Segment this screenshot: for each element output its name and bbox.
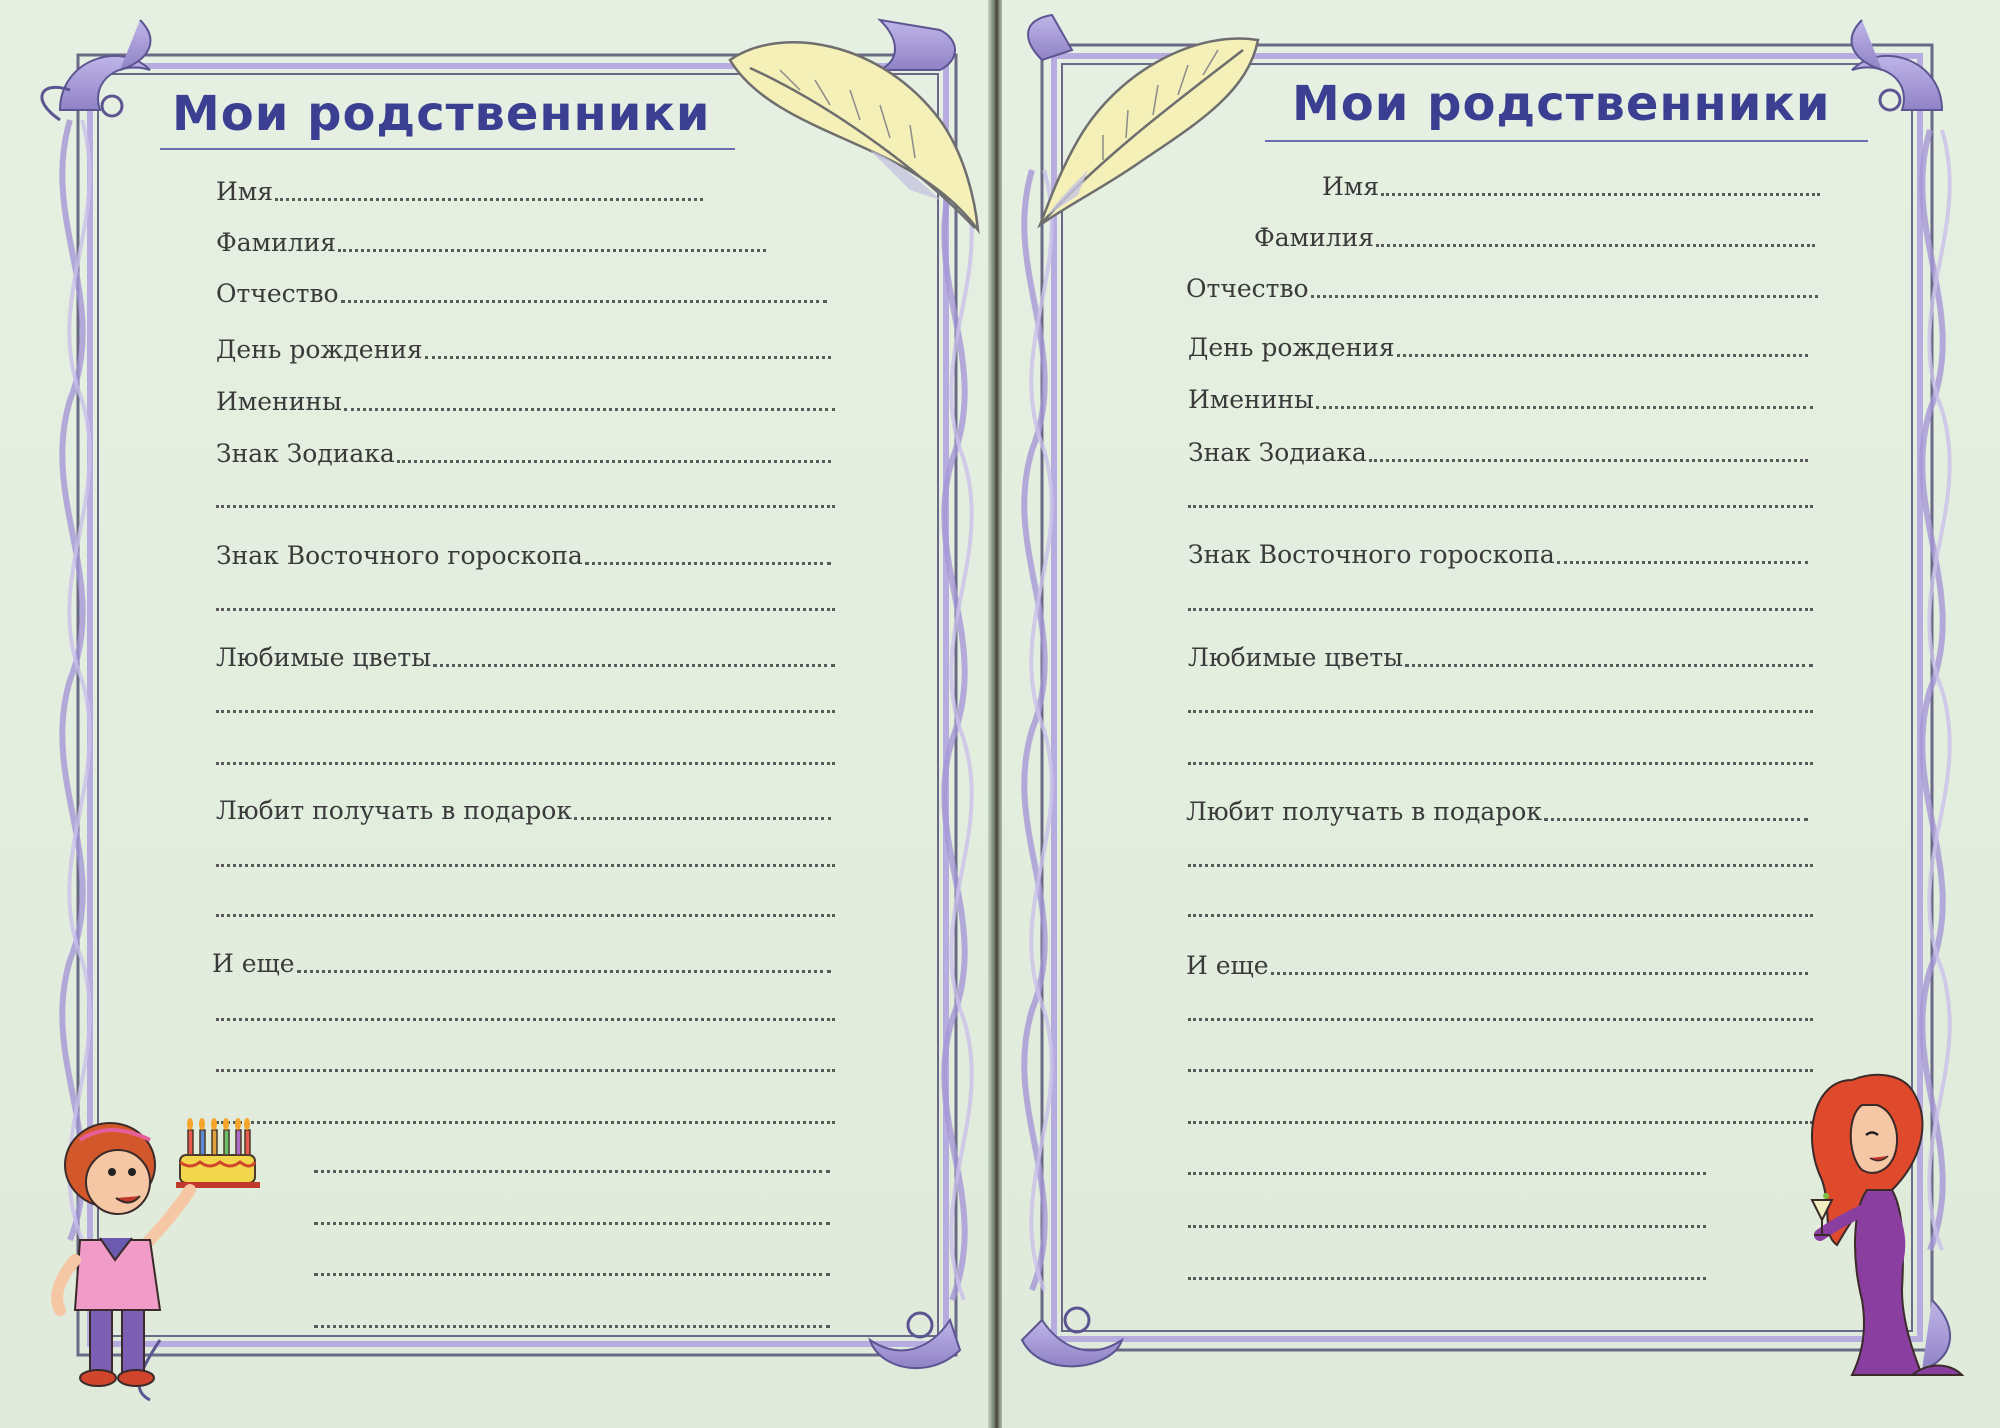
fill-line[interactable]: [1316, 404, 1813, 409]
field-label: И еще: [212, 949, 295, 978]
field-label: Знак Зодиака: [216, 439, 395, 468]
fill-line[interactable]: [314, 1170, 830, 1173]
fill-line[interactable]: [1381, 191, 1820, 196]
field-zodiac[interactable]: [1188, 438, 1808, 468]
field-patronymic[interactable]: [1186, 274, 1818, 304]
field-patronymic[interactable]: [216, 279, 827, 309]
field-label: Любит получать в подарок: [216, 796, 572, 825]
field-label: День рождения: [216, 335, 423, 364]
fill-line[interactable]: [216, 864, 835, 867]
fill-line[interactable]: [1405, 662, 1813, 667]
fill-line[interactable]: [433, 662, 835, 667]
field-label: Именины: [1188, 385, 1314, 414]
fill-line[interactable]: [216, 914, 835, 917]
fill-line[interactable]: [314, 1273, 830, 1276]
fill-line[interactable]: [585, 560, 831, 565]
field-name[interactable]: [216, 177, 703, 207]
fill-line[interactable]: [1271, 970, 1808, 975]
fill-line[interactable]: [1188, 1018, 1813, 1021]
fill-line[interactable]: [314, 1222, 830, 1225]
right-page: [1002, 0, 2000, 1428]
fill-line[interactable]: [1188, 710, 1813, 713]
field-label: Любимые цветы: [1188, 643, 1404, 672]
fill-line[interactable]: [1188, 914, 1813, 917]
page-title: Мои родственники: [172, 86, 711, 142]
field-label: Имя: [1322, 172, 1380, 201]
field-eastern-horoscope[interactable]: [1188, 540, 1808, 570]
field-label: Знак Восточного гороскопа: [216, 541, 583, 570]
field-birthday[interactable]: [1188, 333, 1808, 363]
field-label: Фамилия: [1254, 223, 1375, 252]
field-label: Отчество: [1186, 274, 1309, 303]
field-birthday[interactable]: [216, 335, 831, 365]
fill-line[interactable]: [397, 458, 831, 463]
field-label: И еще: [1186, 951, 1269, 980]
field-label: Фамилия: [216, 228, 337, 257]
field-label: Знак Зодиака: [1188, 438, 1367, 467]
fill-line[interactable]: [1188, 1172, 1706, 1175]
field-favorite-flowers[interactable]: [216, 643, 835, 673]
field-gift-preference[interactable]: [216, 796, 831, 826]
fill-line[interactable]: [216, 1018, 835, 1021]
field-label: Любимые цветы: [216, 643, 432, 672]
woman-with-birthday-cake-icon: [40, 1110, 270, 1390]
feather-quill-icon: [720, 30, 990, 240]
fill-line[interactable]: [1557, 559, 1808, 564]
woman-with-cocktail-icon: [1792, 1060, 1972, 1390]
fill-line[interactable]: [1188, 864, 1813, 867]
feather-quill-icon: [1028, 20, 1268, 230]
field-eastern-horoscope[interactable]: [216, 541, 831, 571]
fill-line[interactable]: [1188, 1277, 1706, 1280]
fill-line[interactable]: [1188, 762, 1813, 765]
field-label: Отчество: [216, 279, 339, 308]
fill-line[interactable]: [1369, 457, 1808, 462]
fill-line[interactable]: [216, 1121, 835, 1124]
fill-line[interactable]: [1188, 1121, 1813, 1124]
field-more[interactable]: [1186, 951, 1808, 981]
field-label: Именины: [216, 387, 342, 416]
fill-line[interactable]: [425, 354, 831, 359]
fill-line[interactable]: [341, 298, 827, 303]
fill-line[interactable]: [344, 406, 835, 411]
fill-line[interactable]: [216, 710, 835, 713]
fill-line[interactable]: [216, 608, 835, 611]
field-more[interactable]: [212, 949, 831, 979]
field-surname[interactable]: [1254, 223, 1815, 253]
field-surname[interactable]: [216, 228, 766, 258]
title-underline: [1265, 140, 1868, 142]
fill-line[interactable]: [216, 1069, 835, 1072]
fill-line[interactable]: [1311, 293, 1818, 298]
fill-line[interactable]: [297, 968, 831, 973]
fill-line[interactable]: [1188, 1225, 1706, 1228]
fill-line[interactable]: [314, 1325, 830, 1328]
fill-line[interactable]: [216, 505, 835, 508]
field-zodiac[interactable]: [216, 439, 831, 469]
fill-line[interactable]: [1544, 816, 1808, 821]
fill-line[interactable]: [1188, 608, 1813, 611]
field-name[interactable]: [1322, 172, 1820, 202]
field-label: Любит получать в подарок: [1186, 797, 1542, 826]
field-favorite-flowers[interactable]: [1188, 643, 1813, 673]
field-label: День рождения: [1188, 333, 1395, 362]
page-title: Мои родственники: [1292, 76, 1831, 132]
fill-line[interactable]: [1188, 1069, 1813, 1072]
field-name-day[interactable]: [1188, 385, 1813, 415]
field-gift-preference[interactable]: [1186, 797, 1808, 827]
fill-line[interactable]: [275, 196, 703, 201]
fill-line[interactable]: [1188, 505, 1813, 508]
fill-line[interactable]: [338, 247, 766, 252]
title-underline: [160, 148, 735, 150]
fill-line[interactable]: [1397, 352, 1808, 357]
field-label: Знак Восточного гороскопа: [1188, 540, 1555, 569]
fill-line[interactable]: [216, 762, 835, 765]
field-label: Имя: [216, 177, 274, 206]
field-name-day[interactable]: [216, 387, 835, 417]
left-page: [0, 0, 990, 1428]
fill-line[interactable]: [1376, 242, 1815, 247]
fill-line[interactable]: [574, 815, 831, 820]
